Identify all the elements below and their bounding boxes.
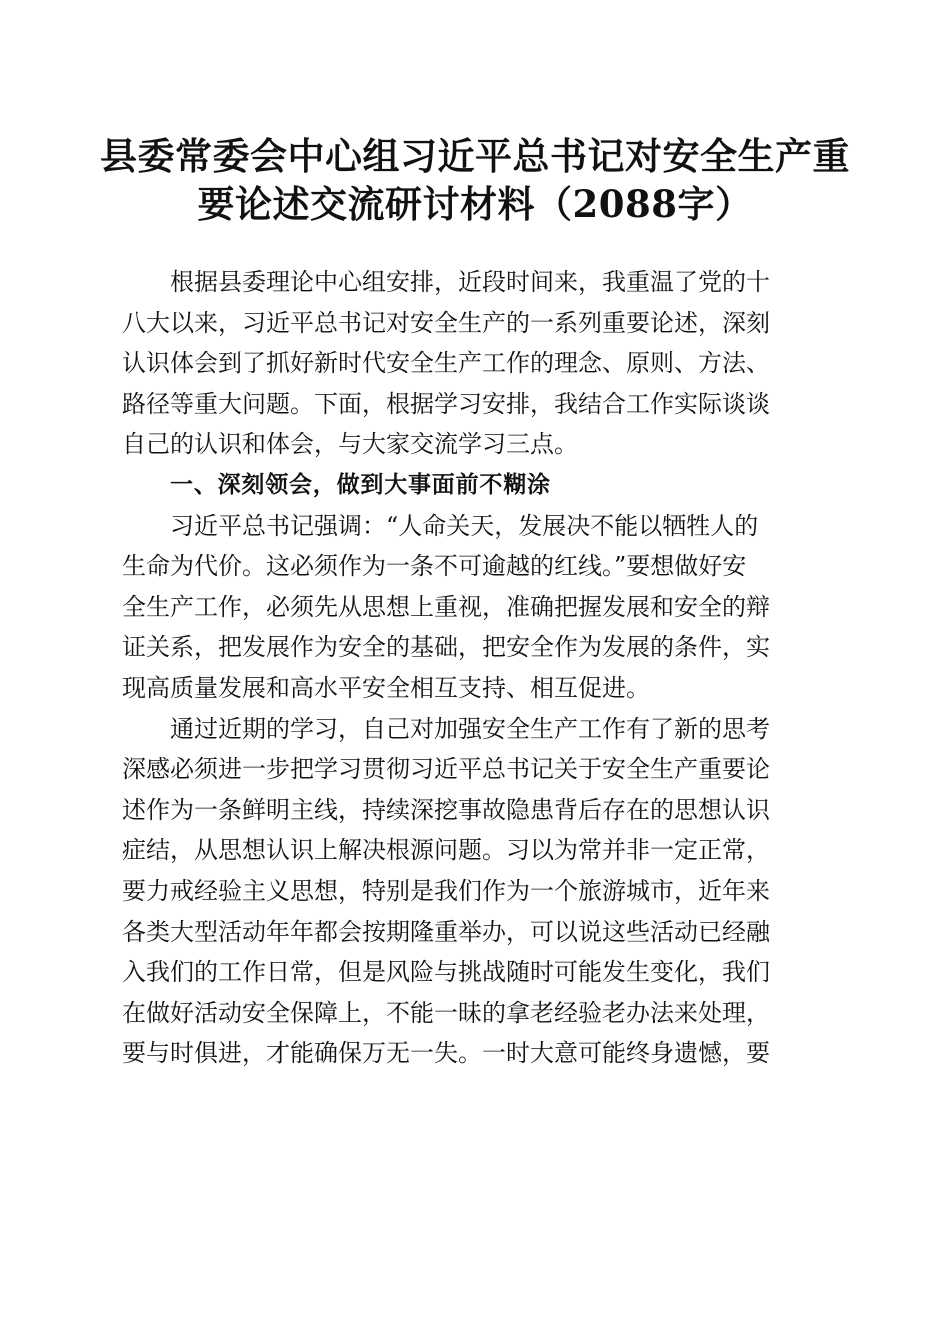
paragraph-quote: [122, 506, 822, 709]
paragraph-line: 自己的认识和体会，与大家交流学习三点。: [122, 430, 578, 459]
title-line-1: 县委常委会中心组习近平总书记对安全生产重: [100, 134, 850, 178]
paragraph-line: 要力戒经验主义思想，特别是我们作为一个旅游城市，近年来: [122, 876, 770, 905]
paragraph-line: 述作为一条鲜明主线，持续深挖事故隐患背后存在的思想认识: [122, 795, 770, 824]
section-heading-1: 一、深刻领会，做到大事面前不糊涂: [170, 471, 551, 498]
paragraph-line: 要与时俱进，才能确保万无一失。一时大意可能终身遗憾，要: [122, 1039, 770, 1068]
paragraph-line: 症结，从思想认识上解决根源问题。习以为常并非一定正常，: [122, 836, 770, 865]
document-title: [100, 132, 850, 228]
paragraph-line: 八大以来，习近平总书记对安全生产的一系列重要论述，深刻: [122, 308, 770, 337]
paragraph-line: 习近平总书记强调：“人命关天，发展决不能以牺牲人的: [170, 511, 759, 540]
paragraph-line: 深感必须进一步把学习贯彻习近平总书记关于安全生产重要论: [122, 755, 770, 784]
paragraph-reflection: [122, 709, 822, 1074]
document-body: [122, 262, 822, 1074]
paragraph-line: 全生产工作，必须先从思想上重视，准确把握发展和安全的辩: [122, 592, 770, 621]
title-line-2: 要论述交流研讨材料（2088字）: [197, 182, 753, 226]
paragraph-line: 各类大型活动年年都会按期隆重举办，可以说这些活动已经融: [122, 917, 770, 946]
paragraph-line: 认识体会到了抓好新时代安全生产工作的理念、原则、方法、: [122, 349, 770, 378]
paragraph-line: 入我们的工作日常，但是风险与挑战随时可能发生变化，我们: [122, 958, 770, 987]
paragraph-intro: [122, 262, 822, 465]
paragraph-line: 生命为代价。这必须作为一条不可逾越的红线。”要想做好安: [122, 552, 747, 581]
paragraph-line: 证关系，把发展作为安全的基础，把安全作为发展的条件，实: [122, 633, 770, 662]
paragraph-line: 通过近期的学习，自己对加强安全生产工作有了新的思考: [170, 714, 770, 743]
paragraph-line: 在做好活动安全保障上，不能一昧的拿老经验老办法来处理，: [122, 998, 770, 1027]
paragraph-line: 现高质量发展和高水平安全相互支持、相互促进。: [122, 673, 650, 702]
paragraph-line: 路径等重大问题。下面，根据学习安排，我结合工作实际谈谈: [122, 389, 770, 418]
paragraph-line: 根据县委理论中心组安排，近段时间来，我重温了党的十: [170, 268, 770, 296]
